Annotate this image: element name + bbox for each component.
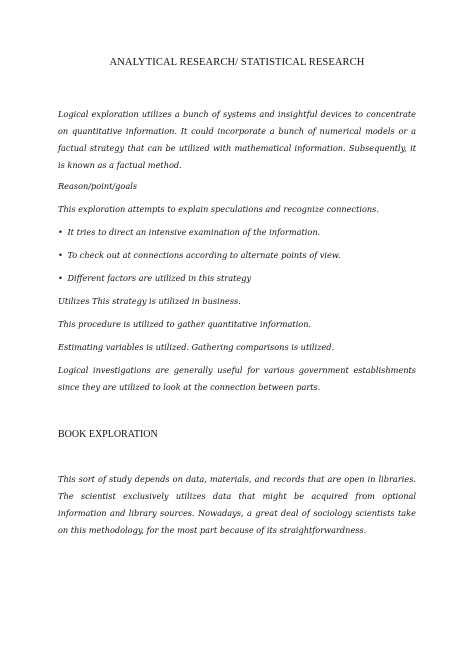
bullet-item xyxy=(58,247,416,264)
book-exploration-heading: BOOK EXPLORATION xyxy=(58,429,158,440)
exploration-line: This exploration attempts to explain speculations and recognize connections. xyxy=(58,204,379,214)
bullet-text: Different factors are utilized in this strategy xyxy=(67,273,252,283)
bullet-item xyxy=(58,224,416,241)
procedure-line: This procedure is utilized to gather quantitative information. xyxy=(58,319,312,329)
bullet-text: To check out at connections according to alternate points of view. xyxy=(67,250,341,260)
bullet-text: It tries to direct an intensive examination of the information. xyxy=(67,227,321,237)
book-paragraph: This sort of study depends on data, materials, and records that are open in libraries. The scientist exclusively utilizes data that might be acquired from optional information and library sources. Nowadays, a great deal of sociology scientists take on this methodology, for the most part because of its straightforwardness. xyxy=(58,474,416,535)
estimating-line: Estimating variables is utilized. Gathering comparisons is utilized. xyxy=(58,342,335,352)
reason-label: Reason/point/goals xyxy=(58,181,138,191)
utilizes-line: Utilizes This strategy is utilized in business. xyxy=(58,296,241,306)
bullet-icon: • xyxy=(58,273,63,283)
bullet-item xyxy=(58,270,416,287)
document-title: ANALYTICAL RESEARCH/ STATISTICAL RESEARCH xyxy=(109,57,365,68)
intro-paragraph: Logical exploration utilizes a bunch of systems and insightful devices to concentrate on quantitative information. It could incorporate a bunch of numerical models or a factual strategy that can be utilized with mathematical information. Subsequently, it is known as a factual method. xyxy=(58,109,416,170)
logical-paragraph: Logical investigations are generally useful for various government establishments since they are utilized to look at the connection between parts. xyxy=(58,365,416,392)
bullet-icon: • xyxy=(58,227,63,237)
bullet-icon: • xyxy=(58,250,63,260)
